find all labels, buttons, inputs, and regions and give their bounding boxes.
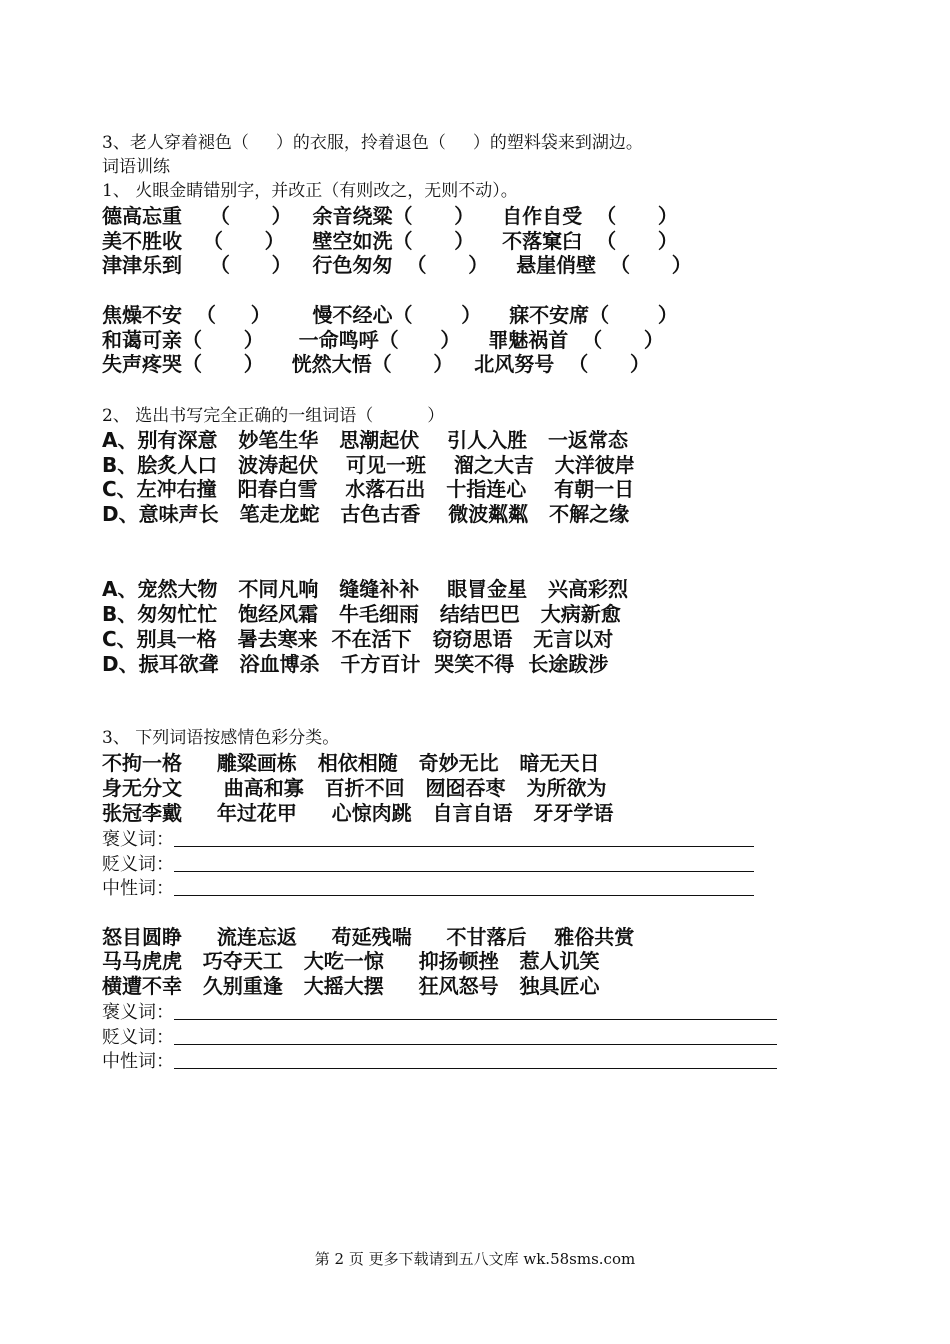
exercise-line: 身无分文 曲高和寡 百折不回 囫囵吞枣 为所欲为 xyxy=(102,776,607,800)
exercise-line: 美不胜收 （ ） 壁空如洗（ ） 不落窠臼 （ ） xyxy=(102,229,678,253)
answer-label: 中性词： xyxy=(102,878,174,899)
answer-row xyxy=(102,1023,777,1049)
answer-blank-line[interactable] xyxy=(174,1019,777,1020)
exercise-line: 张冠李戴 年过花甲 心惊肉跳 自言自语 牙牙学语 xyxy=(102,801,614,825)
exercise-line: D、意味声长 笔走龙蛇 古色古香 微波粼粼 不解之缘 xyxy=(102,502,630,526)
exercise-line: A、宠然大物 不同凡响 缝缝补补 眼冒金星 兴高彩烈 xyxy=(102,577,628,601)
answer-blank-line[interactable] xyxy=(174,871,754,872)
instruction-line: 1、 火眼金睛错别字，并改正（有则改之，无则不动）。 xyxy=(102,181,518,201)
answer-label: 贬义词： xyxy=(102,854,174,875)
answer-row xyxy=(102,874,754,900)
answer-label: 褒义词： xyxy=(102,829,174,850)
page-footer: 第 2 页 更多下载请到五八文库 wk.58sms.com xyxy=(314,1250,636,1268)
answer-blank-line[interactable] xyxy=(174,895,754,896)
exercise-line: B、匆匆忙忙 饱经风霜 牛毛细雨 结结巴巴 大病新愈 xyxy=(102,602,621,626)
exercise-line: 和蔼可亲（ ） 一命鸣呼（ ） 罪魅祸首 （ ） xyxy=(102,328,664,352)
answer-row xyxy=(102,825,754,851)
exercise-line: B、脍炙人口 波涛起伏 可见一班 溜之大吉 大洋彼岸 xyxy=(102,453,635,477)
answer-row xyxy=(102,998,777,1024)
exercise-line: 不拘一格 雕粱画栋 相依相随 奇妙无比 暗无天日 xyxy=(102,751,600,775)
answer-row xyxy=(102,850,754,876)
exercise-line: A、别有深意 妙笔生华 思潮起伏 引人入胜 一返常态 xyxy=(102,428,628,452)
answer-row xyxy=(102,1047,777,1073)
exercise-line: 横遭不幸 久别重逢 大摇大摆 狂风怒号 独具匠心 xyxy=(102,974,600,998)
instruction-line: 词语训练 xyxy=(102,157,170,177)
exercise-line: 失声疼哭（ ） 恍然大悟（ ） 北风努号 （ ） xyxy=(102,352,650,376)
exercise-line: 怒目圆睁 流连忘返 苟延残喘 不甘落后 雅俗共赏 xyxy=(102,925,635,949)
exercise-line: 马马虎虎 巧夺天工 大吃一惊 抑扬顿挫 惹人讥笑 xyxy=(102,949,600,973)
answer-label: 褒义词： xyxy=(102,1002,174,1023)
instruction-line: 2、 选出书写完全正确的一组词语（ ） xyxy=(102,406,445,426)
exercise-line: 津津乐到 （ ） 行色匆匆 （ ） 悬崖俏壁 （ ） xyxy=(102,253,692,277)
instruction-line: 3、 下列词语按感情色彩分类。 xyxy=(102,728,340,748)
answer-label: 贬义词： xyxy=(102,1027,174,1048)
exercise-line: C、左冲右撞 阳春白雪 水落石出 十指连心 有朝一日 xyxy=(102,477,635,501)
instruction-line: 3、老人穿着褪色（ ）的衣服，拎着退色（ ）的塑料袋来到湖边。 xyxy=(102,133,643,153)
answer-label: 中性词： xyxy=(102,1051,174,1072)
answer-blank-line[interactable] xyxy=(174,1044,777,1045)
exercise-line: D、振耳欲聋 浴血博杀 千方百计 哭笑不得 长途跋涉 xyxy=(102,652,609,676)
exercise-line: 焦燥不安 （ ） 慢不经心（ ） 寐不安席（ ） xyxy=(102,303,678,327)
answer-blank-line[interactable] xyxy=(174,846,754,847)
answer-blank-line[interactable] xyxy=(174,1068,777,1069)
exercise-line: C、别具一格 暑去寒来 不在活下 窃窃思语 无言以对 xyxy=(102,627,614,651)
exercise-line: 德高忘重 （ ） 余音绕粱（ ） 自作自受 （ ） xyxy=(102,204,678,228)
